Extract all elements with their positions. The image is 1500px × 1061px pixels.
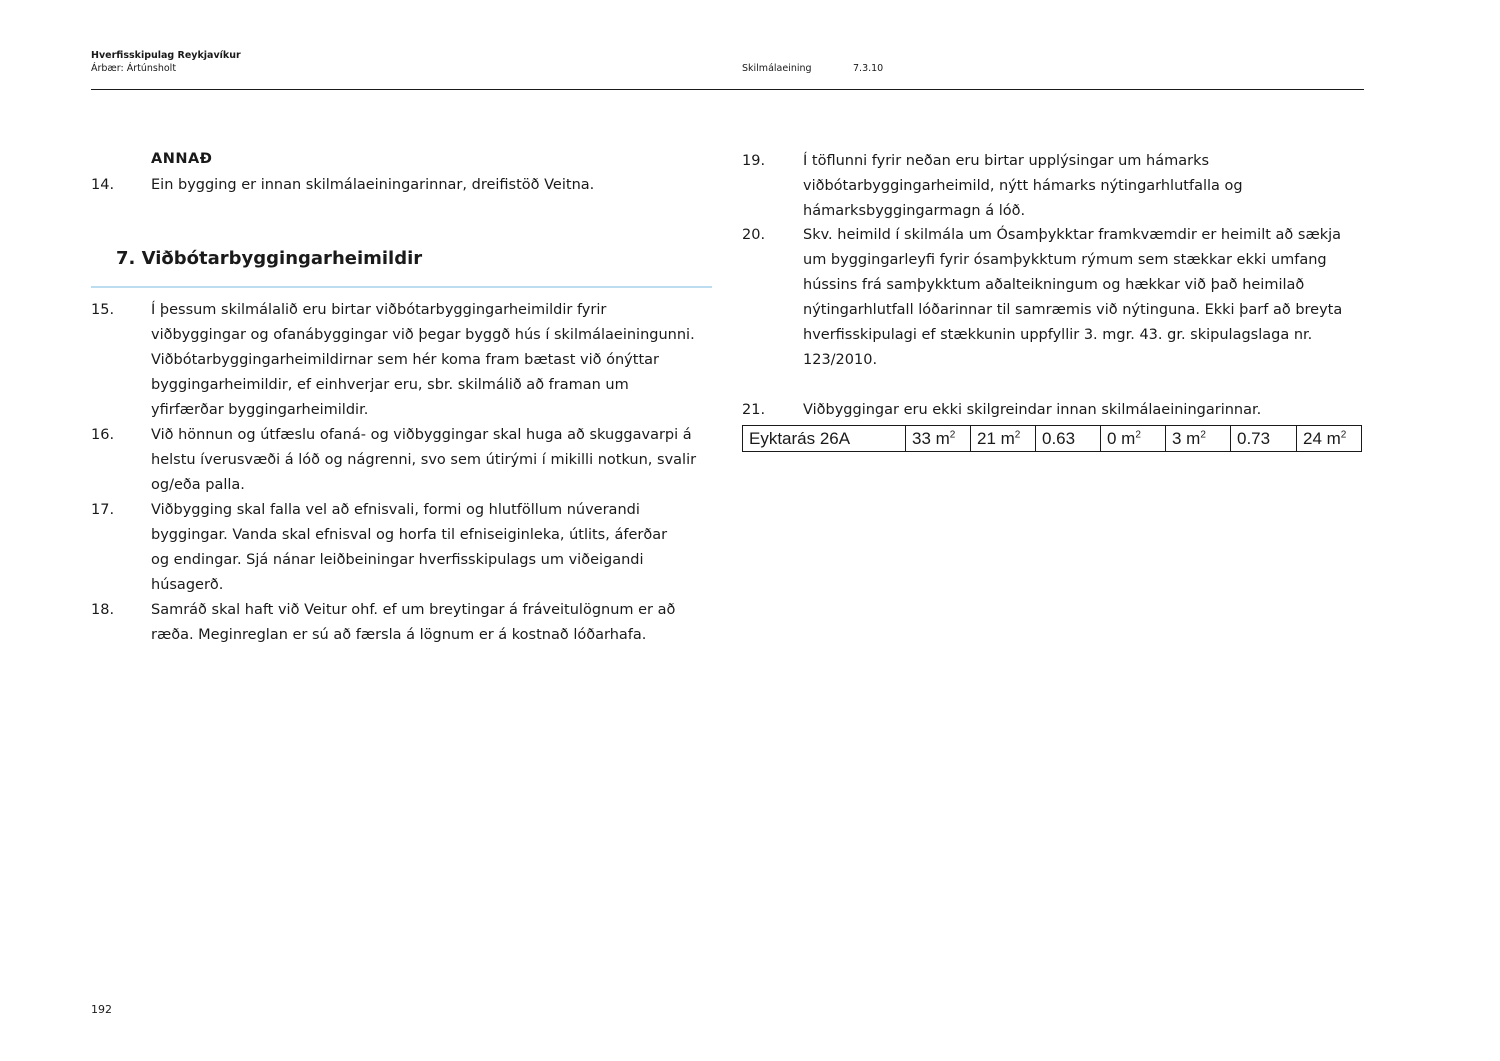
item-number: 17. — [91, 502, 115, 518]
item-text: Í þessum skilmálalið eru birtar viðbótarbyggingarheimildir fyrir viðbyggingar og ofanábyggingar við þegar byggð hús í skilmálaeiningunni. Viðbótarbyggingarheimildirnar sem hér koma fram bætast við ónýttar byggingarheimildir, ef einhverjar eru, sbr. skilmálið að framan um yfirfærðar byggingarheimildir. — [151, 302, 695, 418]
item-text: Viðbygging skal falla vel að efnisvali, formi og hlutföllum núverandi byggingar. Vanda skal efnisval og horfa til efniseiginleka, útlits, áferðar og endingar. Sjá nánar leiðbeiningar hverfisskipulags um viðeigandi húsagerð. — [151, 502, 668, 593]
header-divider — [91, 89, 1364, 90]
item-text: Við hönnun og útfæslu ofaná- og viðbyggingar skal huga að skuggavarpi á helstu íverusvæði á lóð og nágrenni, svo sem útirými í mikilli notkun, svalir og/eða palla. — [151, 427, 697, 493]
item-number: 20. — [742, 227, 766, 243]
table-cell: 0 $m^2$ — [1101, 426, 1166, 452]
table-cell: 33 $m^2$ — [906, 426, 971, 452]
item-text: Skv. heimild í skilmála um Ósamþykktar framkvæmdir er heimilt að sækja um byggingarleyfi fyrir ósamþykktum rýmum sem stækkar ekki umfang hússins frá samþykktum aðalteikningum og hækkar við það heimilað nýtingarhlutfall lóðarinnar til samræmis við nýtinguna. Ekki þarf að breyta hverfisskipulagi ef stækkunin uppfyllir 3. mgr. 43. gr. skipulagslaga nr. 123/2010. — [803, 227, 1343, 368]
item-number: 19. — [742, 153, 766, 169]
item-text: Viðbyggingar eru ekki skilgreindar innan skilmálaeiningarinnar. — [803, 402, 1262, 418]
item-number: 21. — [742, 402, 766, 418]
table-cell: 0.73 — [1231, 426, 1297, 452]
building-rights-table — [742, 425, 1362, 452]
section-label: Skilmálaeining — [742, 63, 812, 74]
table-cell: 3 $m^2$ — [1166, 426, 1231, 452]
document-subtitle: Árbær: Ártúnsholt — [91, 63, 177, 74]
table-cell: 21 $m^2$ — [971, 426, 1036, 452]
subheading-annad: ANNAÐ — [151, 151, 213, 167]
table-cell-name: Eyktarás 26A — [743, 426, 906, 452]
section-number: 7.3.10 — [853, 63, 884, 74]
item-text: Samráð skal haft við Veitur ohf. ef um breytingar á fráveitulögnum er að ræða. Meginreglan er sú að færsla á lögnum er á kostnað lóðarhafa. — [151, 602, 676, 643]
document-title: Hverfisskipulag Reykjavíkur — [91, 50, 241, 61]
item-text: Í töflunni fyrir neðan eru birtar upplýsingar um hámarks viðbótarbyggingarheimild, nýtt hámarks nýtingarhlutfalla og hámarksbyggingarmagn á lóð. — [803, 153, 1243, 219]
page-number: 192 — [91, 1003, 112, 1016]
section-heading: 7. Viðbótarbyggingarheimildir — [116, 248, 423, 269]
table-cell: 24 $m^2$ — [1297, 426, 1362, 452]
item-number: 15. — [91, 302, 115, 318]
heading-divider — [91, 286, 712, 288]
table-cell: 0.63 — [1036, 426, 1101, 452]
item-text: Ein bygging er innan skilmálaeiningarinnar, dreifistöð Veitna. — [151, 177, 595, 193]
item-number: 16. — [91, 427, 115, 443]
item-number: 14. — [91, 177, 115, 193]
item-number: 18. — [91, 602, 115, 618]
table-row — [743, 426, 1362, 452]
